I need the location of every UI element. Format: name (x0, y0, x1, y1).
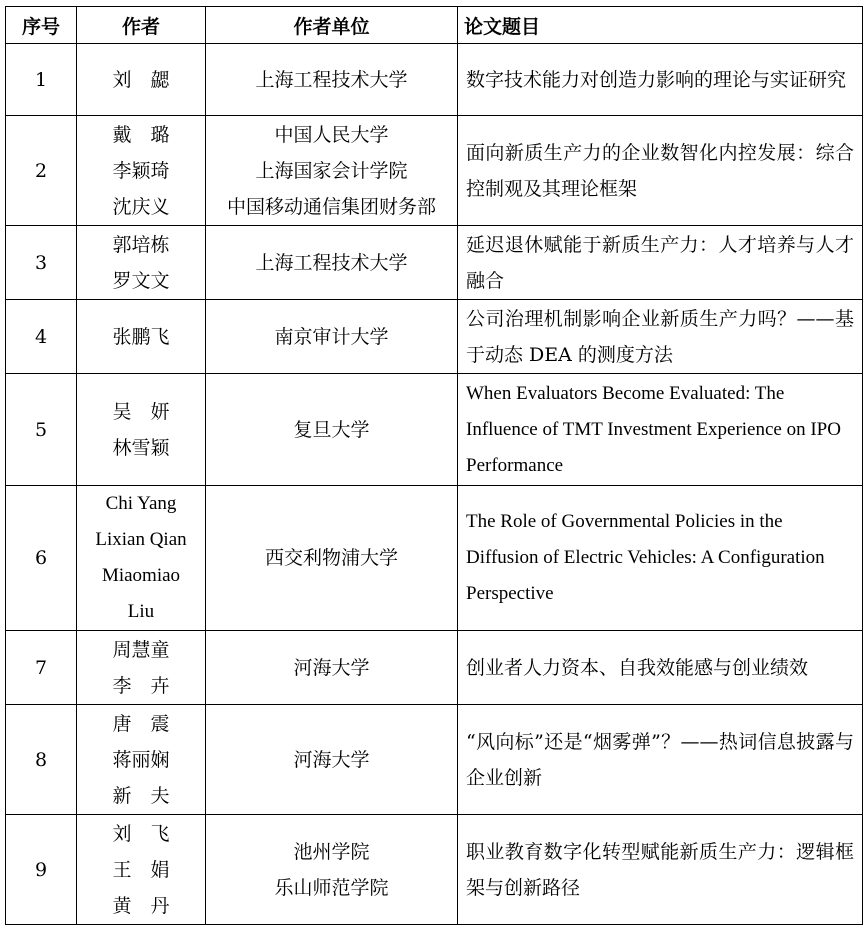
table-row (6, 44, 863, 116)
author-name: 李颖琦 (112, 159, 170, 182)
cell-institutions (206, 486, 458, 631)
author-name: 张鹏飞 (112, 325, 170, 348)
author-name: 林雪颖 (112, 436, 170, 459)
institution-name: 南京审计大学 (274, 325, 389, 348)
cell-number: 6 (6, 486, 77, 631)
author-name: 李 卉 (112, 674, 170, 697)
institution-name: 西交利物浦大学 (264, 547, 398, 569)
author-name: Chi Yang (105, 493, 177, 514)
author-name: 黄 丹 (112, 894, 170, 917)
cell-institutions (206, 631, 458, 705)
cell-number: 9 (6, 815, 77, 925)
cell-number: 2 (6, 116, 77, 226)
paper-list-table (5, 6, 863, 925)
table-row (6, 226, 863, 300)
author-name: 新 夫 (112, 784, 170, 807)
institution-name: 上海工程技术大学 (255, 68, 408, 91)
header-row (6, 7, 863, 44)
author-name: Lixian Qian (95, 529, 187, 550)
table-row (6, 705, 863, 815)
cell-paper-title: The Role of Governmental Policies in the Diffusion of Electric Vehicles: A Configuration Perspective (458, 486, 863, 631)
cell-authors (77, 226, 206, 300)
author-name: 郭培栋 (112, 233, 170, 256)
cell-institutions (206, 116, 458, 226)
cell-paper-title: 职业教育数字化转型赋能新质生产力：逻辑框架与创新路径 (458, 815, 863, 925)
cell-number: 1 (6, 44, 77, 116)
institution-name: 池州学院 (293, 840, 370, 863)
cell-number: 5 (6, 374, 77, 486)
cell-authors (77, 705, 206, 815)
cell-paper-title: 创业者人力资本、自我效能感与创业绩效 (458, 631, 863, 705)
cell-paper-title: 延迟退休赋能于新质生产力：人才培养与人才融合 (458, 226, 863, 300)
institution-name: 中国移动通信集团财务部 (226, 195, 436, 218)
cell-authors (77, 116, 206, 226)
author-name: Liu (127, 601, 155, 622)
table-row (6, 300, 863, 374)
table-row (6, 631, 863, 705)
cell-authors (77, 44, 206, 116)
author-name: 周慧童 (112, 638, 170, 661)
cell-paper-title: When Evaluators Become Evaluated: The Influence of TMT Investment Experience on IPO Performance (458, 374, 863, 486)
institution-name: 乐山师范学院 (274, 876, 389, 899)
header-no: 序号 (6, 7, 77, 44)
cell-number: 3 (6, 226, 77, 300)
header-institutions: 作者单位 (206, 7, 458, 44)
header-title: 论文题目 (458, 7, 863, 44)
header-authors: 作者 (77, 7, 206, 44)
author-name: Miaomiao (101, 565, 181, 586)
cell-paper-title: 数字技术能力对创造力影响的理论与实证研究 (458, 44, 863, 116)
cell-number: 4 (6, 300, 77, 374)
institution-name: 河海大学 (293, 748, 370, 771)
cell-paper-title: 公司治理机制影响企业新质生产力吗？——基于动态 DEA 的测度方法 (458, 300, 863, 374)
cell-authors (77, 815, 206, 925)
institution-name: 中国人民大学 (274, 123, 389, 146)
cell-authors (77, 631, 206, 705)
cell-authors (77, 486, 206, 631)
cell-institutions (206, 815, 458, 925)
cell-institutions (206, 226, 458, 300)
cell-paper-title: 面向新质生产力的企业数智化内控发展：综合控制观及其理论框架 (458, 116, 863, 226)
author-name: 吴 妍 (112, 400, 170, 423)
author-name: 刘 飞 (112, 822, 170, 845)
cell-number: 8 (6, 705, 77, 815)
table-row (6, 486, 863, 631)
institution-name: 上海国家会计学院 (255, 159, 408, 182)
cell-institutions (206, 705, 458, 815)
institution-name: 上海工程技术大学 (255, 251, 408, 274)
cell-institutions (206, 374, 458, 486)
author-name: 沈庆义 (112, 195, 170, 218)
table-row (6, 815, 863, 925)
author-name: 蒋丽娴 (112, 748, 170, 771)
institution-name: 复旦大学 (293, 418, 370, 441)
table-body (6, 44, 863, 925)
institution-name: 河海大学 (293, 656, 370, 679)
author-name: 王 娟 (112, 858, 170, 881)
cell-paper-title: “风向标”还是“烟雾弹”？——热词信息披露与企业创新 (458, 705, 863, 815)
table-row (6, 116, 863, 226)
author-name: 罗文文 (112, 269, 170, 292)
table-row (6, 374, 863, 486)
cell-institutions (206, 44, 458, 116)
author-name: 唐 震 (112, 712, 170, 735)
cell-authors (77, 374, 206, 486)
cell-institutions (206, 300, 458, 374)
cell-number: 7 (6, 631, 77, 705)
author-name: 刘 勰 (112, 68, 170, 91)
cell-authors (77, 300, 206, 374)
author-name: 戴 璐 (112, 123, 170, 146)
